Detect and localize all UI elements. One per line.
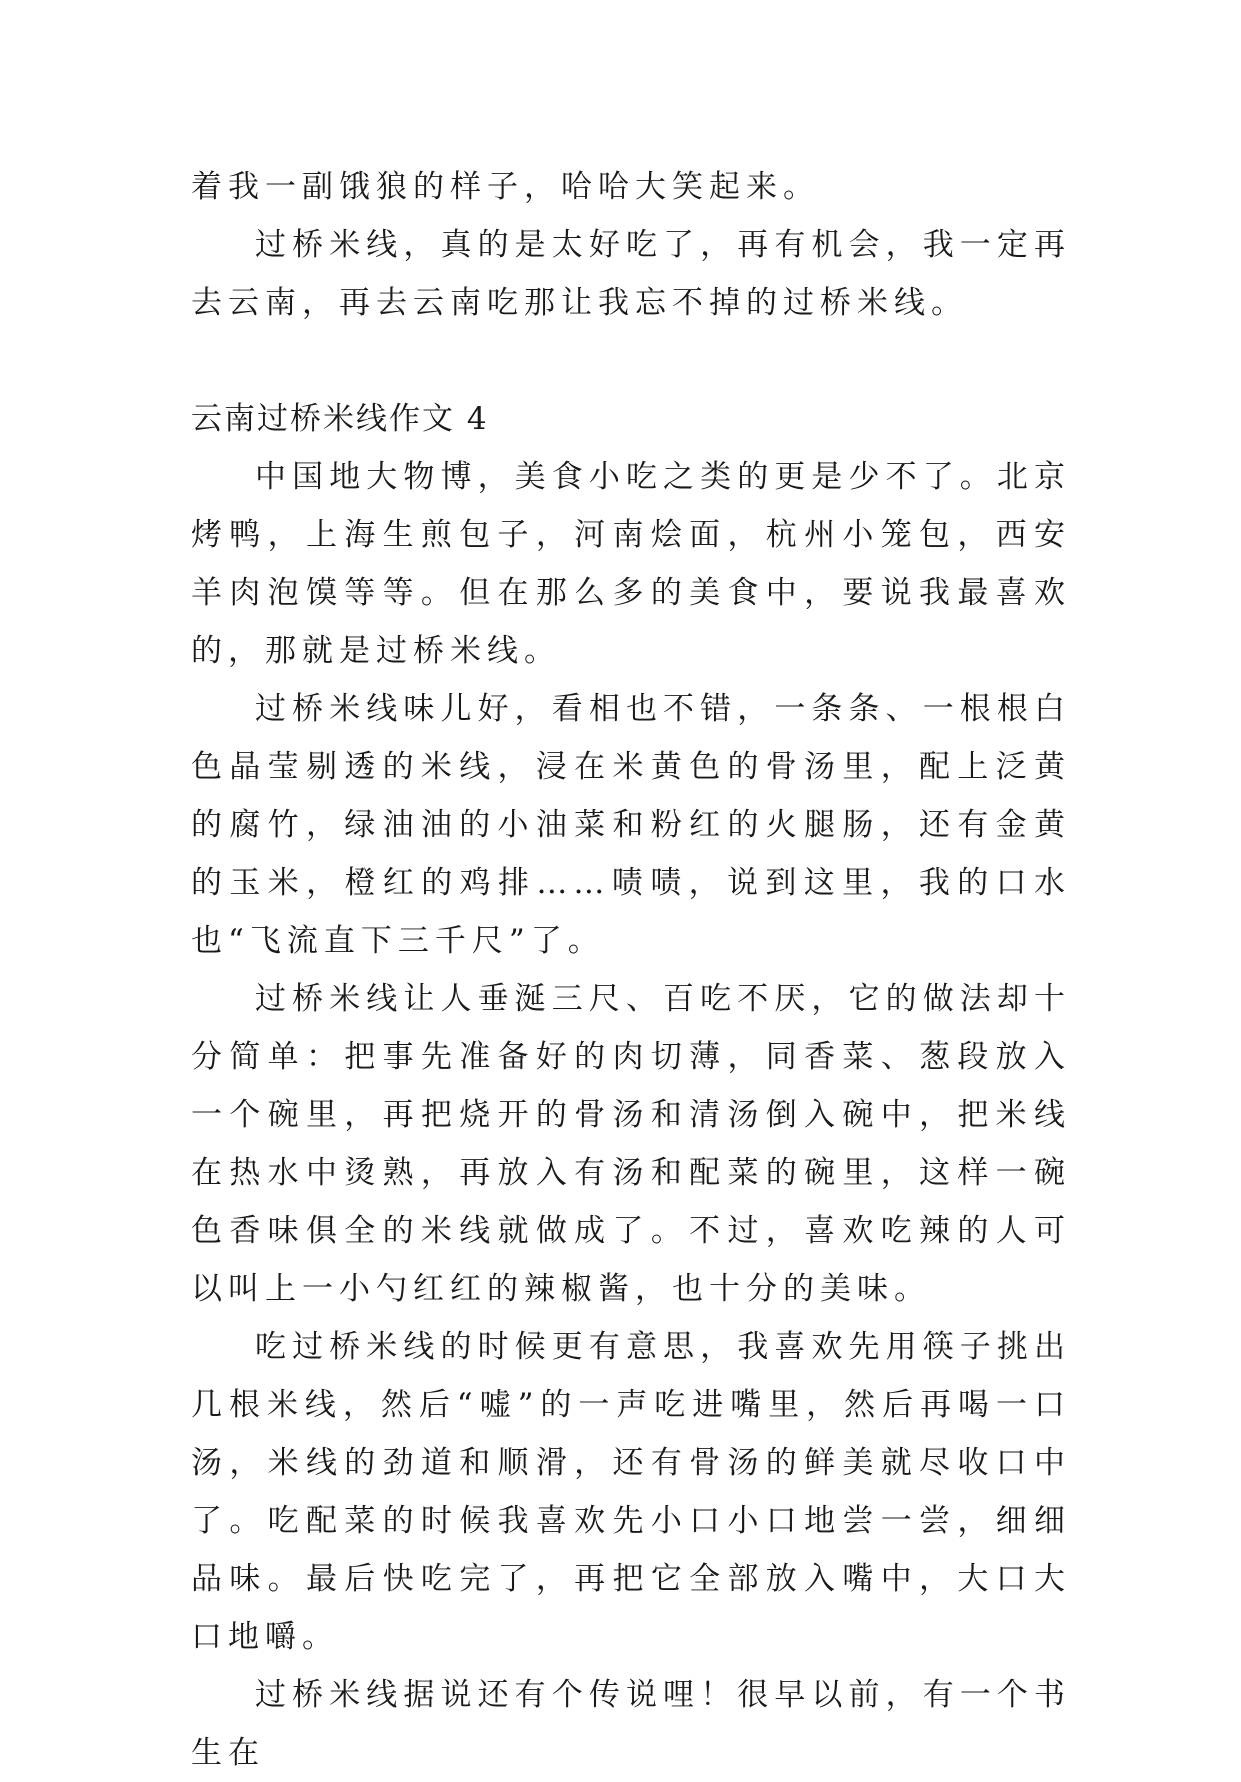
- paragraph-4: 吃过桥米线的时候更有意思，我喜欢先用筷子挑出几根米线，然后“嘘”的一声吃进嘴里，然后再喝一口汤，米线的劲道和顺滑，还有骨汤的鲜美就尽收口中了。吃配菜的时候我喜欢先小口小口地尝一尝，细细品味。最后快吃完了，再把它全部放入嘴中，大口大口地嚼。: [191, 1329, 1071, 1655]
- closing-paragraph: 过桥米线，真的是太好吃了，再有机会，我一定再去云南，再去云南吃那让我忘不掉的过桥米线。: [191, 227, 1071, 321]
- paragraph-5: 过桥米线据说还有个传说哩！很早以前，有一个书生在: [191, 1677, 1071, 1771]
- essay-title: 云南过桥米线作文 4: [191, 401, 489, 437]
- paragraph-1: 中国地大物博，美食小吃之类的更是少不了。北京烤鸭，上海生煎包子，河南烩面，杭州小笼包，西安羊肉泡馍等等。但在那么多的美食中，要说我最喜欢的，那就是过桥米线。: [191, 459, 1071, 669]
- paragraph-2: 过桥米线味儿好，看相也不错，一条条、一根根白色晶莹剔透的米线，浸在米黄色的骨汤里，配上泛黄的腐竹，绿油油的小油菜和粉红的火腿肠，还有金黄的玉米，橙红的鸡排……啧啧，说到这里，我的口水也“飞流直下三千尺”了。: [191, 691, 1071, 959]
- essay-body: [191, 158, 1071, 1782]
- paragraph-3: 过桥米线让人垂涎三尺、百吃不厌，它的做法却十分简单：把事先准备好的肉切薄，同香菜、葱段放入一个碗里，再把烧开的骨汤和清汤倒入碗中，把米线在热水中烫熟，再放入有汤和配菜的碗里，这样一碗色香味俱全的米线就做成了。不过，喜欢吃辣的人可以叫上一小勺红红的辣椒酱，也十分的美味。: [191, 981, 1071, 1307]
- intro-continuation: 着我一副饿狼的样子，哈哈大笑起来。: [191, 169, 820, 205]
